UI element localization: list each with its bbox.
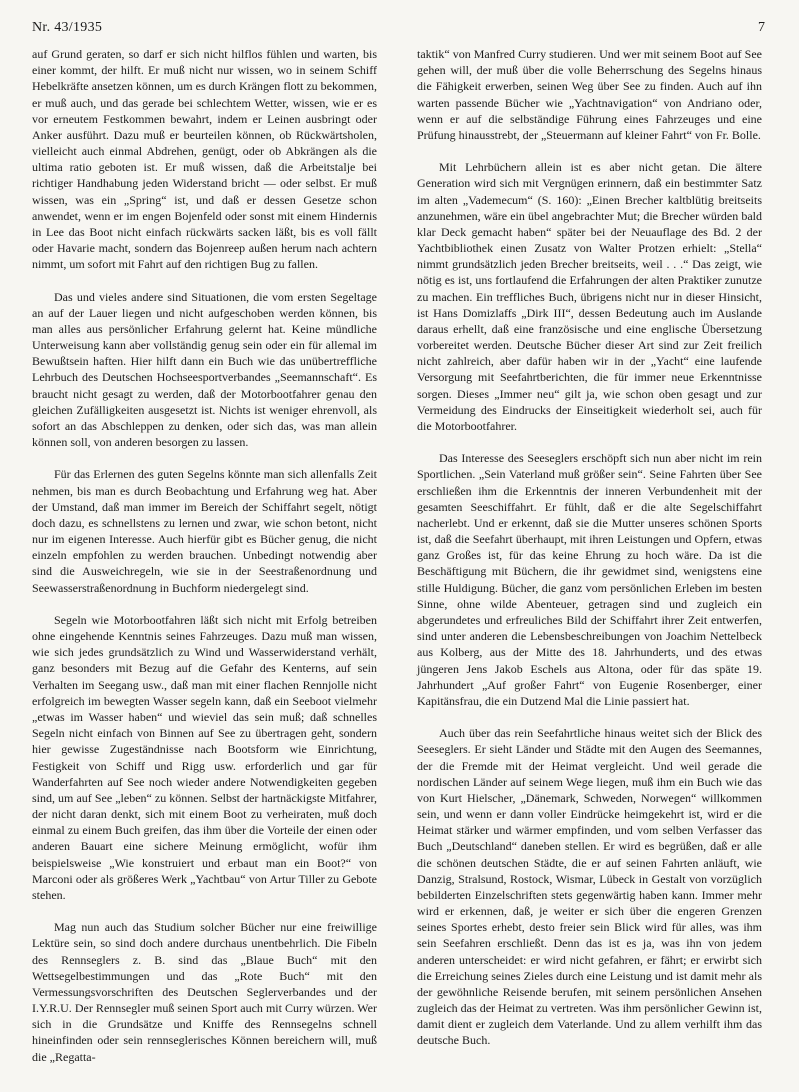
paragraph: Das Interesse des Seeseglers erschöpft sich nun aber nicht im rein Sportlichen. „Sein Vaterland muß größer sein“. Seine Fahrten über See erschließen ihm die Erkenntnis der inneren Verbundenheit mit der gesamten Seeschiffahrt. Er fühlt, daß er die alte Segelschiffahrt nacherlebt. Und er erkennt, daß sie die Mutter unseres schönen Sports ist, daß die Seefahrt überhaupt, mit ihren Leistungen und Opfern, etwas ganz Großes ist, für das keine Ehrung zu hoch wäre. Da ist die Beschäftigung mit Büchern, die ihr gewidmet sind, wenigstens eine stille Huldigung. Bücher, die ganz vom persönlichen Erleben im besten Sinne, ohne wilde Abenteuer, getragen sind und zugleich ein abgerundetes und erfreuliches Bild der Schiffahrt ihrer Zeit entwerfen, sind unter anderen die Lebensbeschreibungen von Joachim Nettelbeck aus Kolberg, aus der Mitte des 18. Jahrhunderts, und des etwas jüngeren Jens Jakob Eschels aus Altona, oder für das späte 19. Jahrhundert „Auf großer Fahrt“ von Eugenie Rosenberger, einer Kapitänsfrau, die ein Dutzend Mal die Linie passiert hat. (417, 451, 762, 708)
page-number: 7 (758, 20, 765, 35)
left-column (32, 46, 377, 1081)
paragraph: Für das Erlernen des guten Segelns könnte man sich allenfalls Zeit nehmen, bis man es durch Beobachtung und Erfahrung weg hat. Aber der Umstand, daß man immer im Bereich der Schiffahrt segelt, nötigt doch dazu, es schnellstens zu lernen und zwar, wie schon betont, nicht nur im eigenen Interesse. Auch hierfür gibt es Bücher genug, die nicht einzeln empfohlen zu werden brauchen. Unbedingt notwendig aber sind die Ausweichregeln, wie sie in der Seestraßenordnung und Seewasserstraßenordnung in Buchform niedergelegt sind. (32, 467, 377, 595)
paragraph: Mit Lehrbüchern allein ist es aber nicht getan. Die ältere Generation wird sich mit Vergnügen erinnern, daß ein bestimmter Satz im alten „Vademecum“ (S. 160): „Einen Brecher kaltblütig breitseits anzunehmen, wäre ein übel angebrachter Mut; die Brecher würden bald klar Deck gemacht haben“ später bei der Neuauflage des Bd. 2 der Yachtbibliothek einen Zusatz von Walter Protzen erhielt: „Stella“ nimmt grundsätzlich jeden Brecher breitseits, weil . . .“ Das zeigt, wie nötig es ist, uns fortlaufend die Erfahrungen der alten Praktiker zunutze zu machen. Ein treffliches Buch, übrigens nicht nur in dieser Hinsicht, ist Hans Domizlaffs „Dirk III“, dessen Bedeutung auch im Auslande daraus erhellt, daß eine französische und eine englische Übersetzung vorbereitet werden. Deutsche Bücher dieser Art sind zur Zeit freilich nicht zahlreich, aber dafür haben wir in der „Yacht“ eine laufende Versorgung mit Seefahrtberichten, die für immer neue Erkenntnisse sorgen. Dieses „Immer neu“ gilt ja, wie schon oben gesagt und zur Vermeidung des Eindrucks der Einseitigkeit wiederholt sei, auch für die Motorbootfahrer. (417, 160, 762, 433)
paragraph: Das und vieles andere sind Situationen, die vom ersten Segeltage an auf der Lauer liegen und nicht aufgeschoben werden können, bis man alles aus persönlicher Erfahrung gelernt hat. Keine mündliche Unterweisung kann aber vollständig genug sein oder ein für allemal im Bewußtsein haften. Hier hilft dann ein Buch wie das unübertreffliche Lehrbuch des Deutschen Hochseesportverbandes „Seemannschaft“. Es braucht nicht gesagt zu werden, daß der Motorbootfahrer genau den gleichen Zufälligkeiten ausgesetzt ist. Nichts ist weniger ehrenvoll, als sofort an das Abschleppen zu denken, oder sich das, was man allein können soll, von anderen besorgen zu lassen. (32, 289, 377, 450)
paragraph: Segeln wie Motorbootfahren läßt sich nicht mit Erfolg betreiben ohne eingehende Kenntnis seines Fahrzeuges. Dazu muß man wissen, wie sich jedes grundsätzlich zu Wind und Wasserwiderstand verhält, ganz besonders mit Bezug auf die Gefahr des Kenterns, auf sein Verhalten im Seegang usw., daß man mit einer flachen Rennjolle nicht erfolgreich im bewegten Wasser segeln kann, daß ein Seeboot vielmehr „etwas im Wasser haben“ und wieviel das sein muß; daß schnelles Segeln nicht einfach von Binnen auf See zu übertragen geht, sondern hier gewisse Zugeständnisse nach Bootsform wie Einrichtung, Festigkeit von Schiff und Rigg usw. erforderlich und gar für Wanderfahrten auf See noch wieder andere Notwendigkeiten gegeben sind, um auf See „leben“ zu können. Selbst der hartnäckigste Mitfahrer, der nicht daran denkt, sich mit einem Boot zu verheiraten, muß doch einmal zu einem Buch greifen, das ihm über die Vorteile der einen oder anderen Bauart eine sichere Meinung ermöglicht, wofür ihm beispielsweise „Wie konstruiert und erbaut man ein Boot?“ von Marconi oder als größeres Werk „Yachtbau“ von Artur Tiller zu Gebote stehen. (32, 612, 377, 902)
right-column (417, 46, 762, 1065)
paragraph: taktik“ von Manfred Curry studieren. Und wer mit seinem Boot auf See gehen will, der muß über die volle Beherrschung des Segelns hinaus die Fähigkeit erwerben, seinen Weg über See zu finden. Auch auf ihn warten passende Bücher wie „Yachtnavigation“ von Andriano oder, wenn er auf die selbständige Führung eines Fahrzeuges und eine Prüfung hinausstrebt, der „Steuermann auf kleiner Fahrt“ von Fr. Bolle. (417, 47, 762, 142)
paragraph: Auch über das rein Seefahrtliche hinaus weitet sich der Blick des Seeseglers. Er sieht Länder und Städte mit den Augen des Seemannes, der die Fremde mit der Heimat vergleicht. Und weil gerade die nordischen Länder auf seinem Wege liegen, muß ihm ein Buch wie das von Kurt Hielscher, „Dänemark, Schweden, Norwegen“ willkommen sein, und wenn er dann voller Eindrücke heimgekehrt ist, wird er die Heimat stärker und wärmer empfinden, und vom selben Verfasser das Buch „Deutschland“ daneben stellen. Er wird es begrüßen, daß er alle die schönen deutschen Städte, die er auf seinen Fahrten anläuft, wie Danzig, Stralsund, Rostock, Wismar, Lübeck in Gestalt von vorzüglich bebilderten Einzelschriften stets gegenwärtig haben kann. Immer mehr wird er erkennen, daß, je weiter er sich über die engeren Grenzen seines Sportes erhebt, desto freier sein Blick wird für alles, was ihm sein Seefahren erschließt. Denn das ist es ja, was ihn von jedem anderen unterscheidet: er wird nicht gefahren, er fährt; er erwirbt sich die Erreichung seines Zieles durch eine Leistung und ist damit mehr als der gewöhnliche Reisende berufen, mit seinem persönlichen Ansehen zugleich das der Heimat zu vertreten. Was ihm persönlicher Gewinn ist, damit dient er zugleich dem Vaterlande. Und zu allem verhilft ihm das deutsche Buch. (417, 726, 762, 1048)
paragraph: Mag nun auch das Studium solcher Bücher nur eine freiwillige Lektüre sein, so sind doch andere durchaus unentbehrlich. Die Fibeln des Rennseglers z. B. sind das „Blaue Buch“ mit den Wettsegelbestimmungen und das „Rote Buch“ mit den Vermessungsvorschriften des Deutschen Seglerverbandes und der I.Y.R.U. Der Rennsegler muß seinen Sport auch mit Curry würzen. Wer sich in die Grundsätze und Kniffe des Rennsegelns schnell hineinfinden oder sein rennseglerisches Können bereichern will, muß die „Regatta- (32, 920, 377, 1064)
paragraph: auf Grund geraten, so darf er sich nicht hilflos fühlen und warten, bis einer kommt, der hilft. Er muß nicht nur wissen, wo in seinem Schiff Hebelkräfte ansetzen können, um es durch Krängen flott zu bekommen, er muß auch, und das gerade bei schlechtem Wetter, wissen, wie er es vor erneutem Festkommen bewahrt, indem er Leinen ausbringt oder Anker ausführt. Dazu muß er beurteilen können, ob Rückwärtsholen, vielleicht auch einmal Abdrehen, genügt, oder ob Abkrängen als die ultima ratio geboten ist. Er muß wissen, daß die Arbeitstalje bei richtiger Handhabung jeden Widerstand bricht — oder selbst. Er muß wissen, was ein „Spring“ ist, und daß er dessen Gesetze schon anwendet, wenn er im engen Bojenfeld oder sonst mit einem Hindernis in Lee das Boot nicht einfach rückwärts sacken läßt, bis es voll fällt oder Havarie macht, sondern das Bojenreep außen herum nach achtern nimmt, um sofort mit Fahrt auf den richtigen Bug zu fallen. (32, 47, 377, 272)
issue-number: Nr. 43/1935 (32, 20, 103, 35)
